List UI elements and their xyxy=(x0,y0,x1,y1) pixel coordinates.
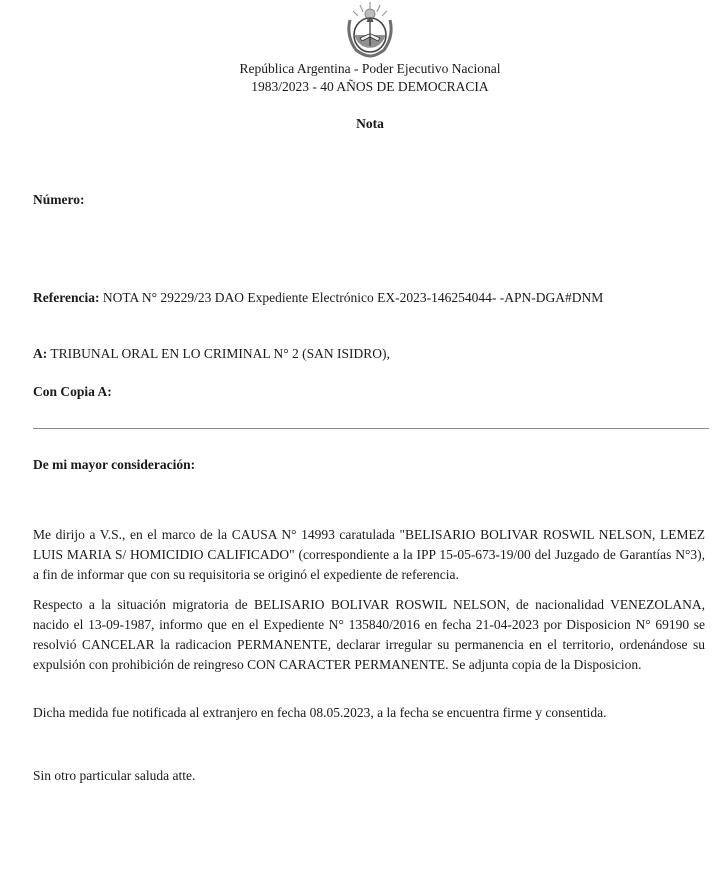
header-motto: 1983/2023 - 40 AÑOS DE DEMOCRACIA xyxy=(251,79,489,94)
destinatario-label: A: xyxy=(33,346,48,361)
referencia-label: Referencia: xyxy=(33,290,100,305)
header-institution: República Argentina - Poder Ejecutivo Nacional xyxy=(239,61,501,76)
document-type: Nota xyxy=(356,116,384,131)
con-copia-field xyxy=(33,384,112,400)
con-copia-label: Con Copia A: xyxy=(33,384,112,399)
closing-line: Sin otro particular saluda atte. xyxy=(33,768,196,783)
destinatario-field xyxy=(33,346,390,362)
salutation: De mi mayor consideración: xyxy=(33,457,196,472)
numero-label: Número: xyxy=(33,192,85,207)
body-paragraph-2: Respecto a la situación migratoria de BELISARIO BOLIVAR ROSWIL NELSON, de nacionalidad VENEZOLANA, nacido el 13-09-1987, informo que en el Expediente N° 135840/2016 en fecha 21-04-2023 por Disposicion N° 69190 se resolvió CANCELAR la radicacion PERMANENTE, declarar irregular su permanencia en el territorio, ordenándose su expulsión con prohibición de reingreso CON CARACTER PERMANENTE. Se adjunta copia de la Disposicion. xyxy=(33,597,705,672)
numero-field xyxy=(33,192,85,208)
body-paragraph-1: Me dirijo a V.S., en el marco de la CAUSA N° 14993 caratulada "BELISARIO BOLIVAR ROSWIL NELSON, LEMEZ LUIS MARIA S/ HOMICIDIO CALIFICADO" (correspondiente a la IPP 15-05-673-19/00 del Juzgado de Garantías N°3), a fin de informar que con su requisitoria se originó el expediente de referencia. xyxy=(33,527,705,582)
argentina-coat-of-arms-icon xyxy=(342,0,398,58)
body-paragraph-3: Dicha medida fue notificada al extranjero en fecha 08.05.2023, a la fecha se encuentra firme y consentida. xyxy=(33,705,607,720)
destinatario-value: TRIBUNAL ORAL EN LO CRIMINAL N° 2 (SAN ISIDRO), xyxy=(50,346,390,361)
referencia-field xyxy=(33,290,603,306)
referencia-value: NOTA N° 29229/23 DAO Expediente Electrónico EX-2023-146254044- -APN-DGA#DNM xyxy=(102,290,604,305)
divider-line xyxy=(33,428,709,429)
